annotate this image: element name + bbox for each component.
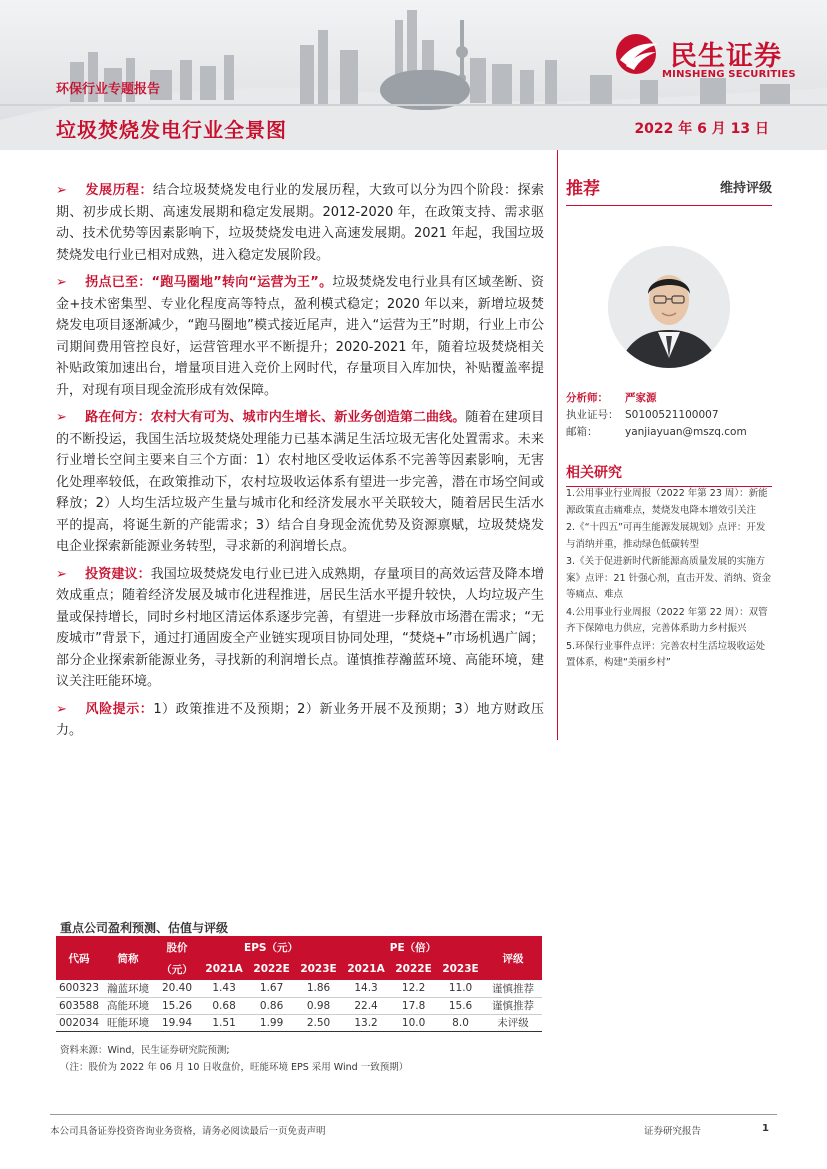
section-text: 我国垃圾焚烧发电行业已进入成熟期，存量项目的高效运营及降本增效成重点；随着经济发展及城市化进程推进，居民生活水平提升较快，人均垃圾产生量或保持增长，同时乡村地区清运体系逐步完善，有望进一步释放市场潜在需求；“无废城市”背景下，通过打通固废全产业链实现项目协同处理，“焚烧+”市场机遇广阔；部分企业探索新能源业务，寻找新的利润增长点。谨慎推荐瀚蓝环境、高能环境，建议关注旺能环境。 — [56, 566, 544, 689]
col-name: 简称 — [102, 936, 154, 980]
col-eps: EPS（元） — [200, 936, 342, 958]
related-item[interactable]: 1.公用事业行业周报（2022 年第 23 周）：新能源政策直击痛难点，焚烧发电降本增效引关注 — [566, 488, 768, 516]
cell-rating: 未评级 — [484, 1014, 542, 1031]
page-number: 1 — [762, 1123, 769, 1134]
footer-doc-type: 证券研究报告 — [644, 1126, 702, 1137]
table-source: 资料来源：Wind，民生证券研究院预测; — [60, 1045, 230, 1056]
logo-text-en: MINSHENG SECURITIES — [662, 69, 796, 80]
section-path-forward — [56, 407, 544, 558]
cell-code: 600323 — [56, 980, 102, 997]
cell-eps: 1.99 — [248, 1014, 295, 1031]
logo-mark-icon — [612, 32, 664, 76]
cell-name: 瀚蓝环境 — [102, 980, 154, 997]
logo-text-cn: 民生证券 — [670, 41, 782, 72]
section-lead: 拐点已至：“跑马圈地”转向“运营为王”。 — [85, 275, 333, 290]
section-risk — [56, 699, 544, 742]
cell-price: 20.40 — [154, 980, 200, 997]
analyst-info — [566, 390, 772, 441]
table-header-row — [56, 936, 542, 958]
cell-pe: 22.4 — [342, 997, 390, 1014]
main-content — [56, 180, 544, 748]
email-link[interactable]: yanjiayuan@mszq.com — [625, 426, 747, 438]
table-row — [56, 997, 542, 1014]
arrow-bullet-icon: ➢ — [56, 566, 67, 582]
cell-eps: 1.43 — [200, 980, 248, 997]
analyst-portrait-icon — [608, 246, 730, 368]
col-pe-2021: 2021A — [342, 958, 390, 980]
cell-rating: 谨慎推荐 — [484, 997, 542, 1014]
section-text: 1）政策推进不及预期；2）新业务开展不及预期；3）地方财政压力。 — [56, 701, 544, 738]
col-eps-2023: 2023E — [295, 958, 342, 980]
email-row — [566, 424, 772, 441]
header-banner — [0, 0, 827, 150]
col-rating: 评级 — [484, 936, 542, 980]
col-pe-2023: 2023E — [437, 958, 484, 980]
report-type: 环保行业专题报告 — [56, 82, 161, 97]
cell-pe: 13.2 — [342, 1014, 390, 1031]
license-row — [566, 407, 772, 424]
column-divider — [557, 150, 558, 740]
footer-disclaimer: 本公司具备证券投资咨询业务资格，请务必阅读最后一页免责声明 — [50, 1126, 326, 1137]
section-text: 结合垃圾焚烧发电行业的发展历程，大致可以分为四个阶段：探索期、初步成长期、高速发展期和稳定发展期。2012-2020 年，在政策支持、需求驱动、技术优势等因素影响下，垃圾焚烧发电进入高速发展期。2021 年起，我国垃圾焚烧发电行业已相对成熟，进入稳定发展阶段。 — [56, 183, 544, 263]
related-research-title: 相关研究 — [566, 462, 772, 487]
arrow-bullet-icon: ➢ — [56, 701, 67, 717]
cell-eps: 0.68 — [200, 997, 248, 1014]
cell-pe: 17.8 — [390, 997, 437, 1014]
col-code: 代码 — [56, 936, 102, 980]
email-label: 邮箱： — [566, 426, 598, 438]
related-item[interactable]: 2.《“十四五”可再生能源发展规划》点评：开发与消纳并重，推动绿色低碳转型 — [566, 522, 766, 550]
cell-code: 002034 — [56, 1014, 102, 1031]
col-eps-2022: 2022E — [248, 958, 295, 980]
cell-rating: 谨慎推荐 — [484, 980, 542, 997]
arrow-bullet-icon: ➢ — [56, 275, 67, 290]
section-turning-point — [56, 272, 544, 401]
col-pe: PE（倍） — [342, 936, 484, 958]
page-title: 垃圾焚烧发电行业全景图 — [56, 118, 287, 142]
cell-price: 19.94 — [154, 1014, 200, 1031]
cell-pe: 14.3 — [342, 980, 390, 997]
analyst-name: 严家源 — [625, 392, 657, 404]
license-number: S0100521100007 — [625, 409, 719, 421]
col-eps-2021: 2021A — [200, 958, 248, 980]
cell-eps: 0.86 — [248, 997, 295, 1014]
footer-divider — [50, 1114, 777, 1115]
recommendation-row — [566, 162, 772, 206]
section-text: 随着在建项目的不断投运，我国生活垃圾焚烧处理能力已基本满足生活垃圾无害化处置需求。未来行业增长空间主要来自三个方面：1）农村地区受收运体系不完善等因素影响，无害化处理率较低，在政策推动下，农村垃圾收运体系有望进一步完善，潜在市场空间或释放；2）人均生活垃圾产生量与城市化和经济发展水平关联较大，随着居民生活水平的提高，将诞生新的产能需求；3）结合自身现金流优势及资源禀赋，垃圾焚烧发电企业探索新能源业务转型，寻求新的利润增长点。 — [56, 410, 544, 554]
table-notes — [60, 1042, 408, 1076]
cell-name: 高能环境 — [102, 997, 154, 1014]
license-label: 执业证号： — [566, 409, 619, 421]
cell-eps: 1.86 — [295, 980, 342, 997]
section-text: 垃圾焚烧发电行业具有区域垄断、资金+技术密集型、专业化程度高等特点，盈利模式稳定；2020 年以来，新增垃圾焚烧发电项目逐渐减少，“跑马圈地”模式接近尾声，进入“运营为王”时期，行业上市公司期间费用管控良好，运营管理水平不断提升；2020-2021 年，随着垃圾焚烧相关补贴政策加速出台，增量项目进入竞价上网时代，存量项目入库加快，补贴覆盖率提升，对现有项目现金流形成有效保障。 — [56, 275, 544, 398]
cell-pe: 15.6 — [437, 997, 484, 1014]
section-lead: 投资建议： — [85, 566, 151, 582]
section-history — [56, 180, 544, 266]
cell-name: 旺能环境 — [102, 1014, 154, 1031]
section-lead: 发展历程： — [85, 183, 153, 198]
section-investment-advice — [56, 564, 544, 693]
cell-eps: 2.50 — [295, 1014, 342, 1031]
col-price-bottom: （元） — [154, 958, 200, 980]
minsheng-logo — [612, 30, 812, 84]
analyst-avatar — [608, 246, 730, 368]
cell-pe: 8.0 — [437, 1014, 484, 1031]
col-pe-2022: 2022E — [390, 958, 437, 980]
cell-pe: 12.2 — [390, 980, 437, 997]
analyst-row — [566, 390, 772, 407]
col-price-top: 股价 — [154, 936, 200, 958]
related-item[interactable]: 3.《关于促进新时代新能源高质量发展的实施方案》点评：21 针强心剂，直击开发、消纳、资金等痛点、难点 — [566, 556, 772, 600]
cell-pe: 11.0 — [437, 980, 484, 997]
cell-price: 15.26 — [154, 997, 200, 1014]
arrow-bullet-icon: ➢ — [56, 183, 67, 198]
table-footnote: （注：股价为 2022 年 06 月 10 日收盘价，旺能环境 EPS 采用 Wind 一致预期） — [60, 1062, 409, 1073]
arrow-bullet-icon: ➢ — [56, 410, 67, 425]
rating-label: 维持评级 — [719, 181, 772, 196]
cell-eps: 0.98 — [295, 997, 342, 1014]
related-item[interactable]: 4.公用事业行业周报（2022 年第 22 周）：双管齐下保障电力供应，完善体系助力乡村振兴 — [566, 606, 768, 634]
related-research-list — [566, 486, 772, 673]
section-lead: 风险提示： — [85, 701, 154, 717]
related-item[interactable]: 5.环保行业事件点评：完善农村生活垃圾收运处置体系，构建“美丽乡村” — [566, 640, 766, 668]
table-row — [56, 1014, 542, 1031]
report-date: 2022 年 6 月 13 日 — [634, 121, 769, 137]
table-row — [56, 980, 542, 997]
cell-eps: 1.51 — [200, 1014, 248, 1031]
cell-eps: 1.67 — [248, 980, 295, 997]
cell-pe: 10.0 — [390, 1014, 437, 1031]
analyst-label: 分析师： — [566, 392, 608, 404]
forecast-table — [56, 936, 542, 1032]
section-lead: 路在何方：农村大有可为、城市内生增长、新业务创造第二曲线。 — [85, 410, 466, 425]
sidebar — [566, 162, 772, 668]
table-title: 重点公司盈利预测、估值与评级 — [60, 921, 229, 935]
recommendation-label: 推荐 — [566, 179, 600, 199]
cell-code: 603588 — [56, 997, 102, 1014]
